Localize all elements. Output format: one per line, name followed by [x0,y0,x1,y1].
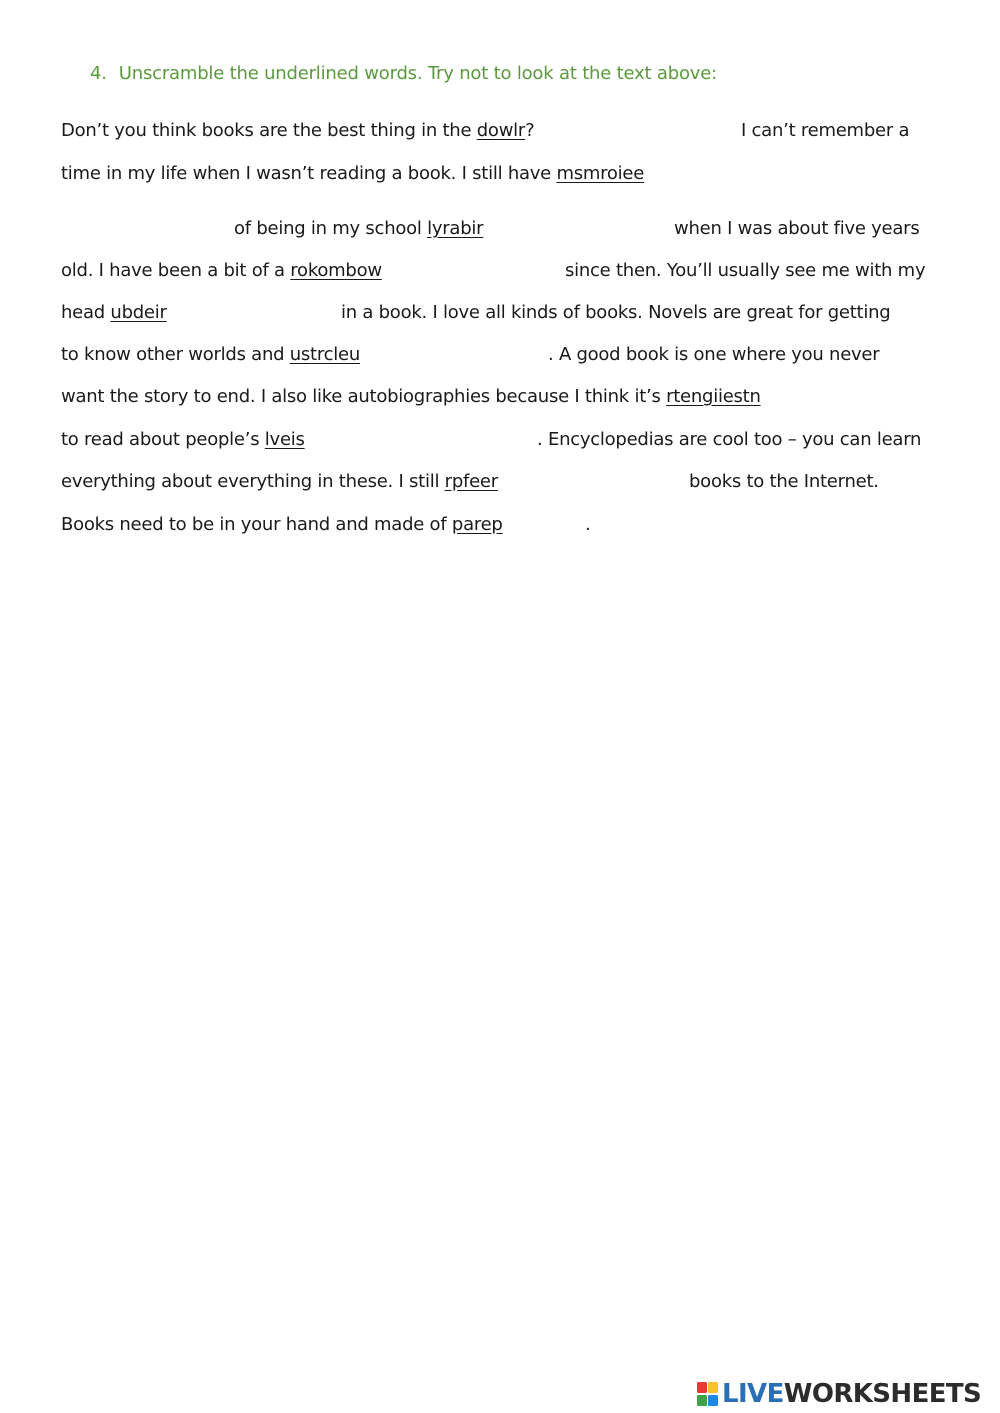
scrambled-word-10: parep [451,514,503,535]
instruction-number: 4. [90,63,107,84]
answer-field-6[interactable] [388,341,547,369]
scrambled-word-5: ubdeir [110,302,167,323]
passage-line-3-end: when I was about five years [674,218,920,239]
logo-wordmark: LIVEWORKSHEETS [722,1379,982,1409]
passage-line-5: head ubdeir [61,302,167,323]
passage-line-6-end: . A good book is one where you never [548,344,880,365]
passage-line-1-end: I can’t remember a [741,120,910,141]
passage-line-1: Don’t you think books are the best thing in the dowlr? [61,120,535,141]
answer-field-8[interactable] [322,426,534,454]
scrambled-word-2: msmroiee [556,163,645,184]
passage-line-6: to know other worlds and ustrcleu [61,344,360,365]
passage-line-7: want the story to end. I also like autobiographies because I think it’s rtengiiestn [61,386,761,407]
passage-line-9: everything about everything in these. I still rpfeer [61,471,498,492]
instruction-text: Unscramble the underlined words. Try not to look at the text above: [118,63,717,84]
passage-line-3: of being in my school lyrabir [234,218,484,239]
passage-line-4-end: since then. You’ll usually see me with my [565,260,926,281]
answer-field-9[interactable] [545,468,684,496]
passage-line-10-end: . [585,514,591,535]
scrambled-word-1: dowlr [476,120,526,141]
passage-line-5-end: in a book. I love all kinds of books. Novels are great for getting [341,302,891,323]
answer-field-2[interactable] [61,215,230,243]
scrambled-word-9: rpfeer [444,471,498,492]
instruction [90,63,717,84]
scrambled-word-4: rokombow [290,260,382,281]
scrambled-word-3: lyrabir [427,218,484,239]
passage-line-8: to read about people’s lveis [61,429,305,450]
answer-field-7[interactable] [825,383,944,411]
answer-field-10[interactable] [524,511,586,539]
liveworksheets-logo [697,1378,981,1410]
passage-line-9-end: books to the Internet. [689,471,879,492]
scrambled-word-7: rtengiiestn [666,386,761,407]
passage-line-8-end: . Encyclopedias are cool too – you can learn [537,429,922,450]
answer-field-5[interactable] [180,299,336,327]
answer-field-1[interactable] [575,117,734,145]
passage-line-4: old. I have been a bit of a rokombow [61,260,382,281]
liveworksheets-logo-icon [697,1381,719,1407]
scrambled-word-8: lveis [264,429,305,450]
scrambled-word-6: ustrcleu [289,344,360,365]
answer-field-3[interactable] [508,215,670,243]
passage-line-2: time in my life when I wasn’t reading a book. I still have msmroiee [61,163,645,184]
answer-field-4[interactable] [410,257,560,285]
passage-line-10: Books need to be in your hand and made of parep [61,514,503,535]
